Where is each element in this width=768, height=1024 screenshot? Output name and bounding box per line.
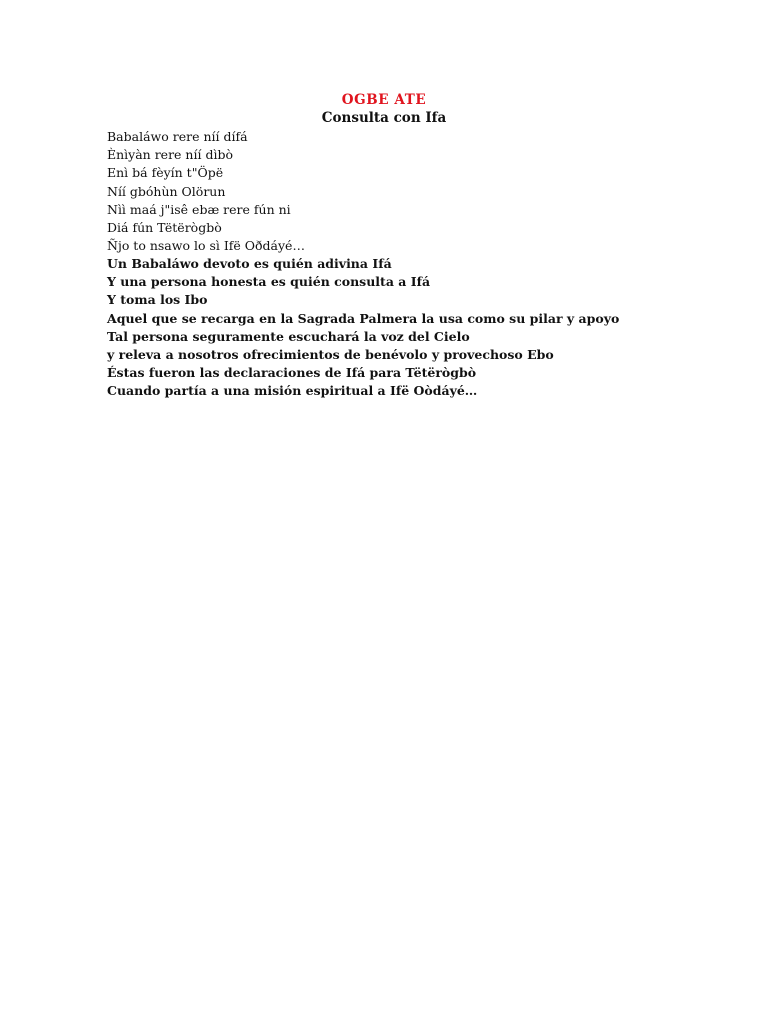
document-title: OGBE ATE	[341, 92, 427, 108]
spanish-translation	[107, 255, 707, 401]
yoruba-line: Níí gbóhùn Olörun	[107, 183, 226, 199]
spanish-line: Y toma los Ibo	[107, 292, 208, 308]
spanish-line: y releva a nosotros ofrecimientos de benévolo y provechoso Ebo	[107, 347, 554, 363]
yoruba-line: Ènìyàn rere níí dìbò	[107, 147, 233, 163]
spanish-line: Cuando partía a una misión espiritual a Ifë Oòdáyé…	[107, 383, 478, 399]
spanish-line: Éstas fueron las declaraciones de Ifá para Tëtërògbò	[107, 365, 477, 381]
yoruba-line: Babaláwo rere níí dífá	[107, 129, 248, 144]
yoruba-line: Diá fún Tëtërògbò	[107, 220, 222, 236]
spanish-line: Y una persona honesta es quién consulta a Ifá	[107, 274, 431, 290]
spanish-line: Tal persona seguramente escuchará la voz del Cielo	[107, 328, 470, 344]
spanish-line: Un Babaláwo devoto es quién adivina Ifá	[107, 256, 392, 271]
yoruba-line: Ñjo to nsawo lo sì Ifë Oðdáyé…	[107, 238, 305, 254]
yoruba-line: Nìì maá j"isê ebæ rere fún ni	[107, 201, 291, 217]
yoruba-line: Enì bá fèyín t"Öpë	[107, 165, 224, 181]
document-subtitle: Consulta con Ifa	[321, 110, 447, 126]
spanish-line: Aquel que se recarga en la Sagrada Palmera la usa como su pilar y apoyo	[107, 310, 620, 326]
yoruba-verse	[107, 128, 707, 255]
